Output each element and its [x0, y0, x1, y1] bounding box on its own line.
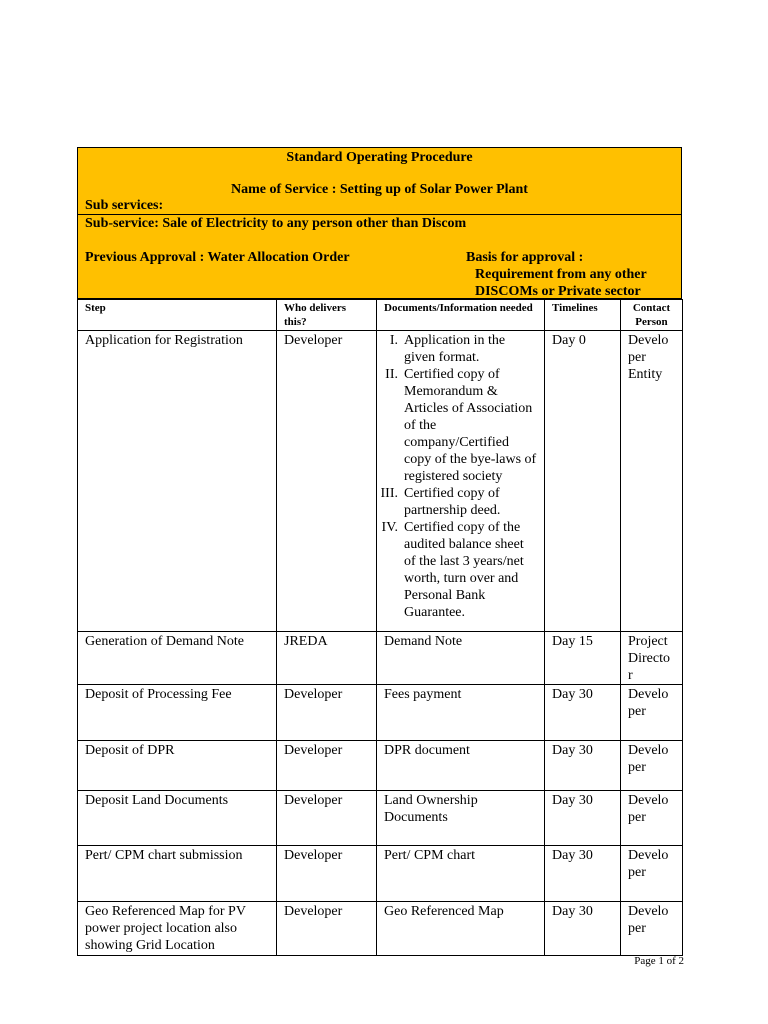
table-row	[78, 331, 683, 632]
documents-cell	[377, 331, 545, 632]
contact-cell: Project Directo r	[621, 632, 683, 685]
step-cell: Deposit of DPR	[78, 741, 277, 791]
table-row	[78, 741, 683, 791]
column-header-contact: Contact Person	[621, 300, 683, 331]
list-item: III. Certified copy of partnership deed.	[380, 486, 501, 518]
sub-services-label: Sub services:	[85, 198, 164, 213]
table-header-row	[78, 300, 683, 331]
timeline-cell: Day 30	[545, 846, 621, 902]
contact-cell: Develo per	[621, 685, 683, 741]
list-item: IV. Certified copy of the audited balance sheet of the last 3 years/net worth, turn over and Personal Bank Guarantee.	[381, 520, 524, 620]
who-cell: Developer	[277, 741, 377, 791]
step-cell: Deposit Land Documents	[78, 791, 277, 846]
documents-cell: Fees payment	[377, 685, 545, 741]
contact-cell: Develo per	[621, 791, 683, 846]
service-name: Name of Service : Setting up of Solar Power Plant	[231, 182, 528, 197]
documents-cell: Pert/ CPM chart	[377, 846, 545, 902]
table-row	[78, 791, 683, 846]
sop-header	[77, 147, 682, 299]
table-row	[78, 685, 683, 741]
who-cell: Developer	[277, 902, 377, 956]
step-cell: Pert/ CPM chart submission	[78, 846, 277, 902]
timeline-cell: Day 30	[545, 791, 621, 846]
timeline-cell: Day 15	[545, 632, 621, 685]
timeline-cell: Day 30	[545, 685, 621, 741]
sop-document	[77, 147, 682, 956]
table-row	[78, 632, 683, 685]
contact-cell: Develo per Entity	[621, 331, 683, 632]
header-approval-block	[78, 215, 681, 298]
procedure-table	[77, 299, 683, 956]
step-cell: Application for Registration	[78, 331, 277, 632]
column-header-who: Who delivers this?	[277, 300, 377, 331]
sub-service: Sub-service: Sale of Electricity to any person other than Discom	[85, 216, 467, 231]
who-cell: Developer	[277, 685, 377, 741]
who-cell: Developer	[277, 791, 377, 846]
who-cell: JREDA	[277, 632, 377, 685]
documents-cell: Geo Referenced Map	[377, 902, 545, 956]
table-row	[78, 902, 683, 956]
basis-value: Requirement from any other DISCOMs or Private sector	[475, 267, 647, 299]
document-title: Standard Operating Procedure	[286, 150, 473, 165]
previous-approval: Previous Approval : Water Allocation Order	[85, 250, 350, 265]
timeline-cell: Day 0	[545, 331, 621, 632]
page-number: Page 1 of 2	[634, 955, 684, 967]
timeline-cell: Day 30	[545, 902, 621, 956]
header-title-block	[78, 148, 681, 215]
contact-cell: Develo per	[621, 741, 683, 791]
contact-cell: Develo per	[621, 846, 683, 902]
list-item: I. Application in the given format.	[389, 333, 506, 365]
step-cell: Deposit of Processing Fee	[78, 685, 277, 741]
basis-label: Basis for approval :	[466, 250, 584, 265]
contact-cell: Develo per	[621, 902, 683, 956]
column-header-documents: Documents/Information needed	[377, 300, 545, 331]
documents-cell: Demand Note	[377, 632, 545, 685]
documents-cell: Land Ownership Documents	[377, 791, 545, 846]
who-cell: Developer	[277, 846, 377, 902]
column-header-timelines: Timelines	[545, 300, 621, 331]
documents-cell: DPR document	[377, 741, 545, 791]
documents-list	[380, 332, 537, 621]
list-item: II. Certified copy of Memorandum & Articles of Association of the company/Certified copy of the bye-laws of registered society	[385, 367, 537, 484]
timeline-cell: Day 30	[545, 741, 621, 791]
column-header-step: Step	[78, 300, 277, 331]
step-cell: Generation of Demand Note	[78, 632, 277, 685]
step-cell: Geo Referenced Map for PV power project location also showing Grid Location	[78, 902, 277, 956]
table-row	[78, 846, 683, 902]
who-cell: Developer	[277, 331, 377, 632]
